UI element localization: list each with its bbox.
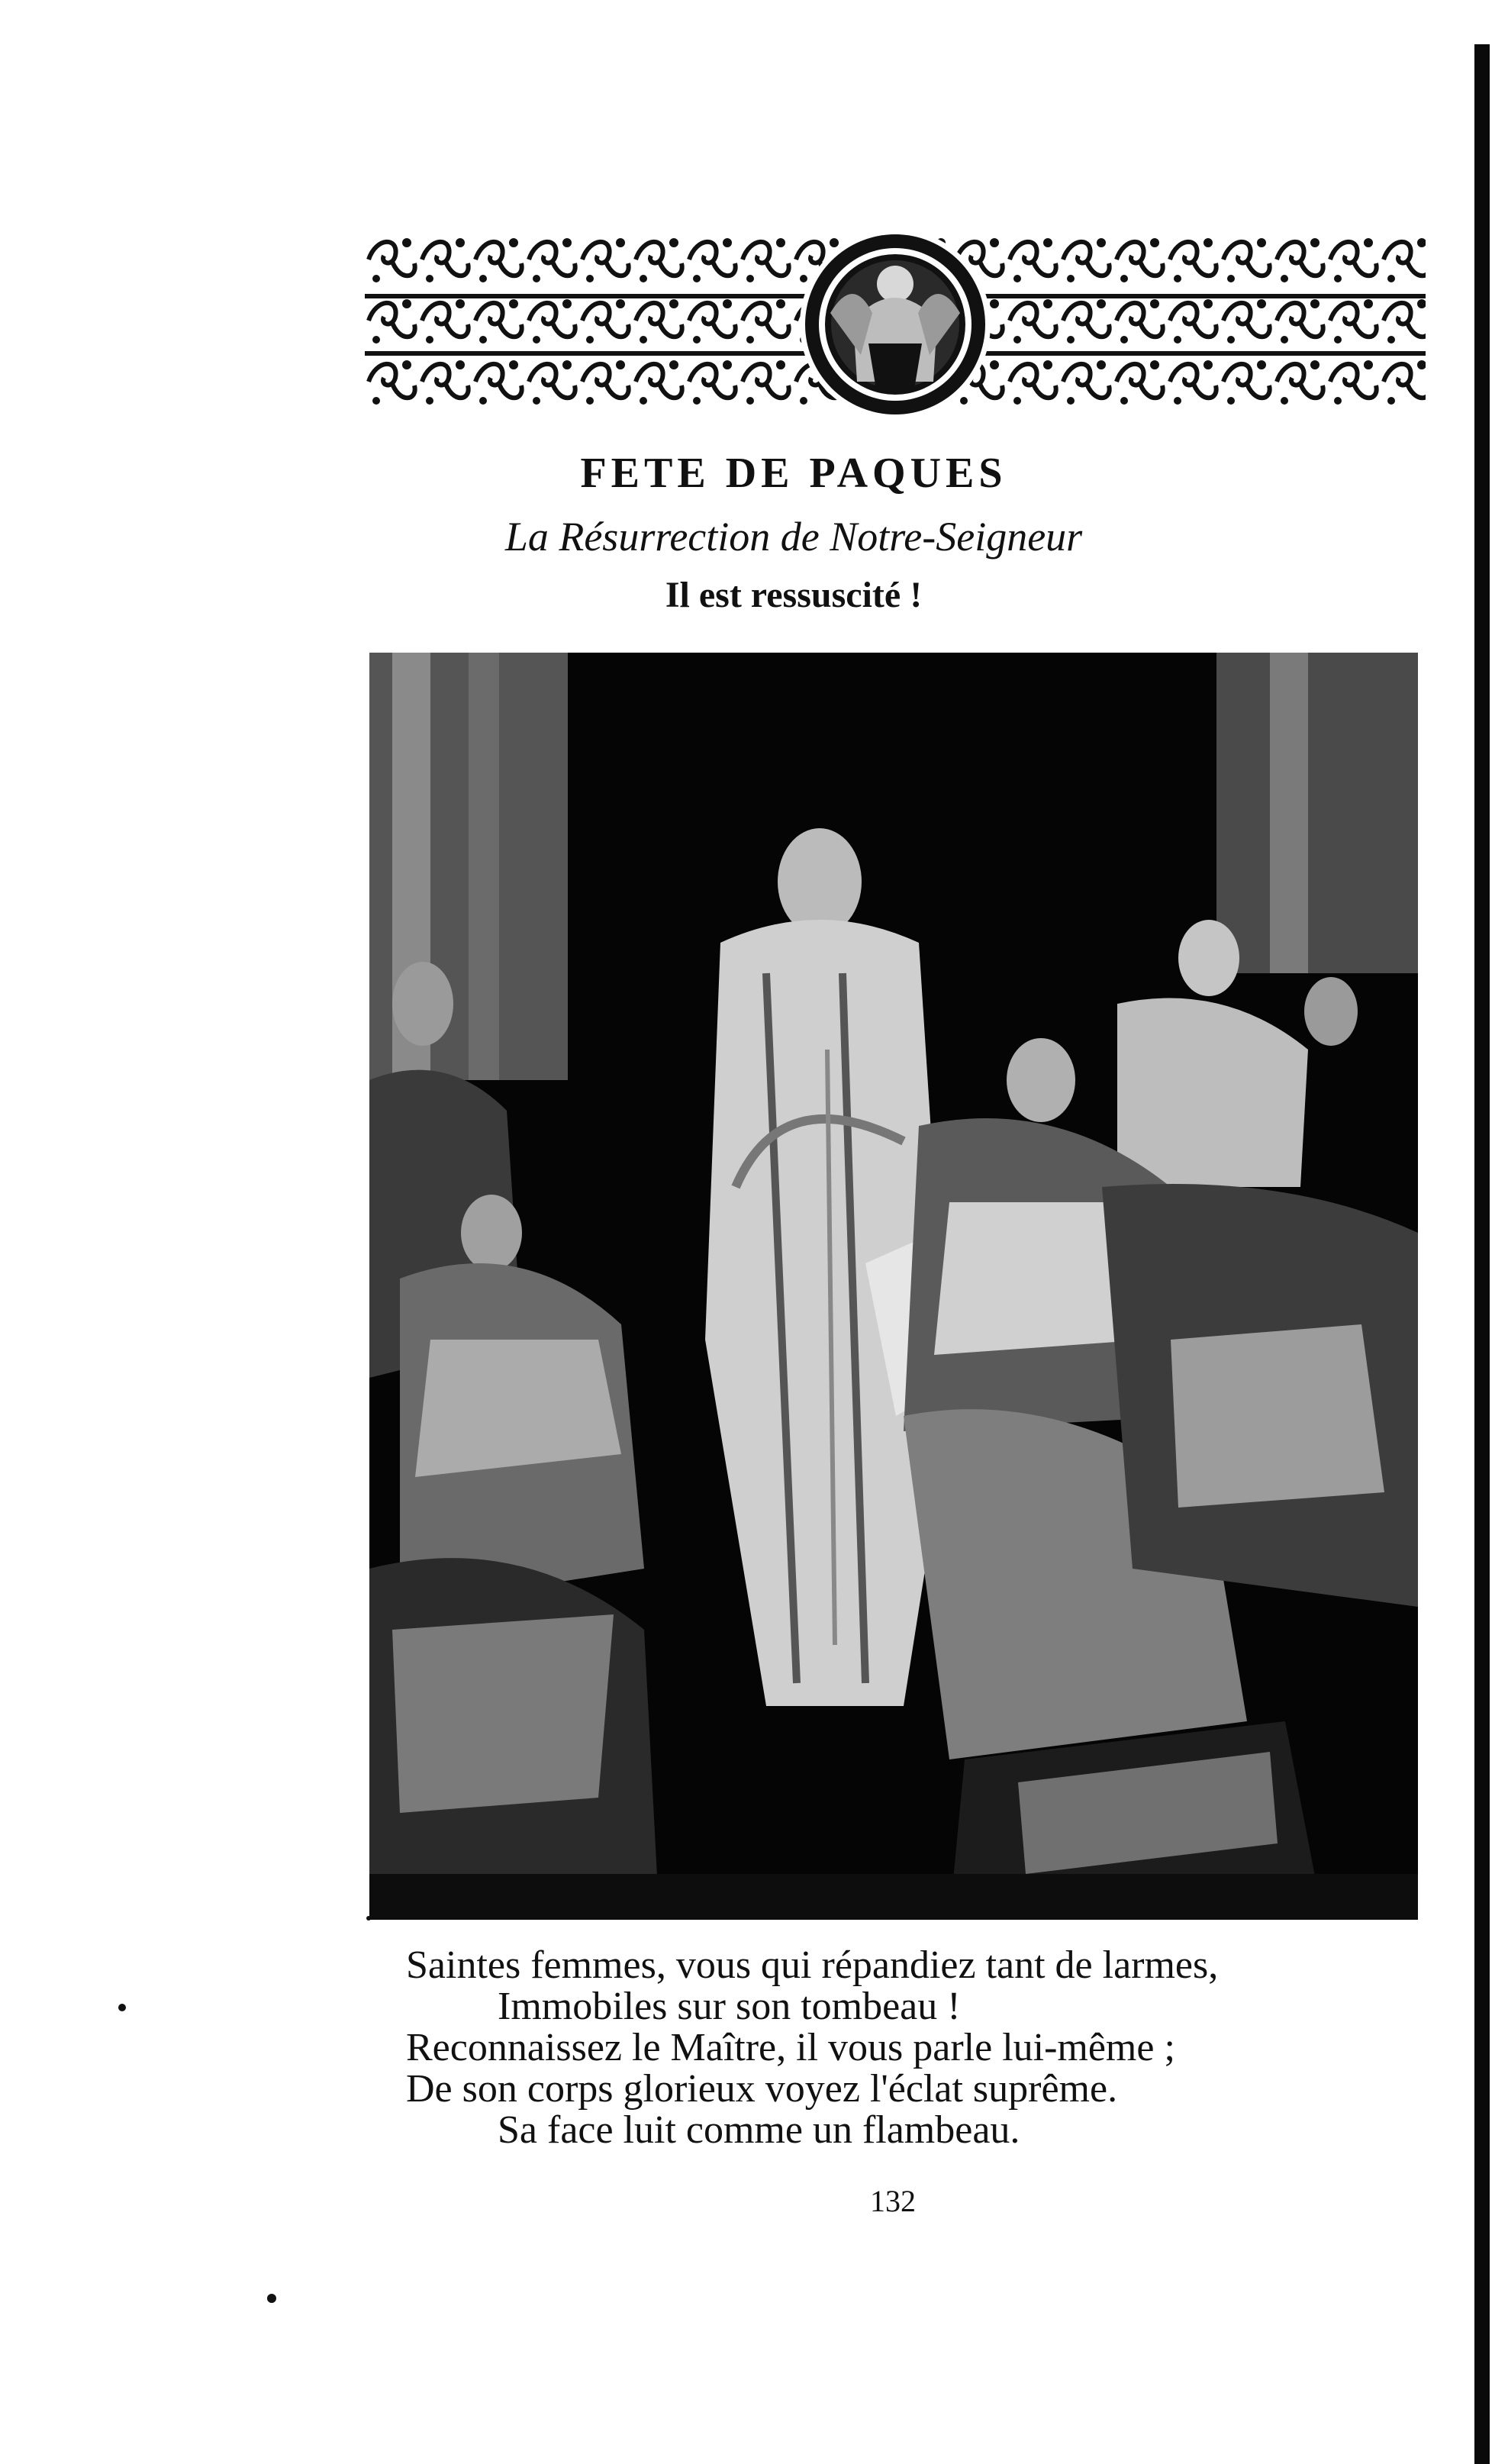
poem-line: Saintes femmes, vous qui répandiez tant de larmes, — [406, 1943, 1219, 1987]
speck — [267, 2294, 276, 2303]
poem-line: Sa face luit comme un flambeau. — [498, 2108, 1020, 2152]
poem-line: Reconnaissez le Maître, il vous parle lui-même ; — [406, 2026, 1175, 2069]
medallion-icon — [800, 229, 991, 420]
headpiece-ornament — [365, 229, 1426, 420]
resurrection-engraving — [369, 653, 1418, 1920]
page-edge-bar — [1474, 44, 1490, 2464]
poem-line: De son corps glorieux voyez l'éclat suprême. — [406, 2067, 1118, 2111]
page-tagline: Il est ressuscité ! — [665, 575, 923, 615]
speck — [118, 2004, 126, 2011]
page-subtitle: La Résurrection de Notre-Seigneur — [504, 514, 1083, 560]
page-number: 132 — [870, 2184, 916, 2218]
page-title: FETE DE PAQUES — [580, 450, 1007, 497]
poem-stanza — [406, 1945, 1398, 2151]
poem-line: Immobiles sur son tombeau ! — [498, 1985, 961, 2028]
